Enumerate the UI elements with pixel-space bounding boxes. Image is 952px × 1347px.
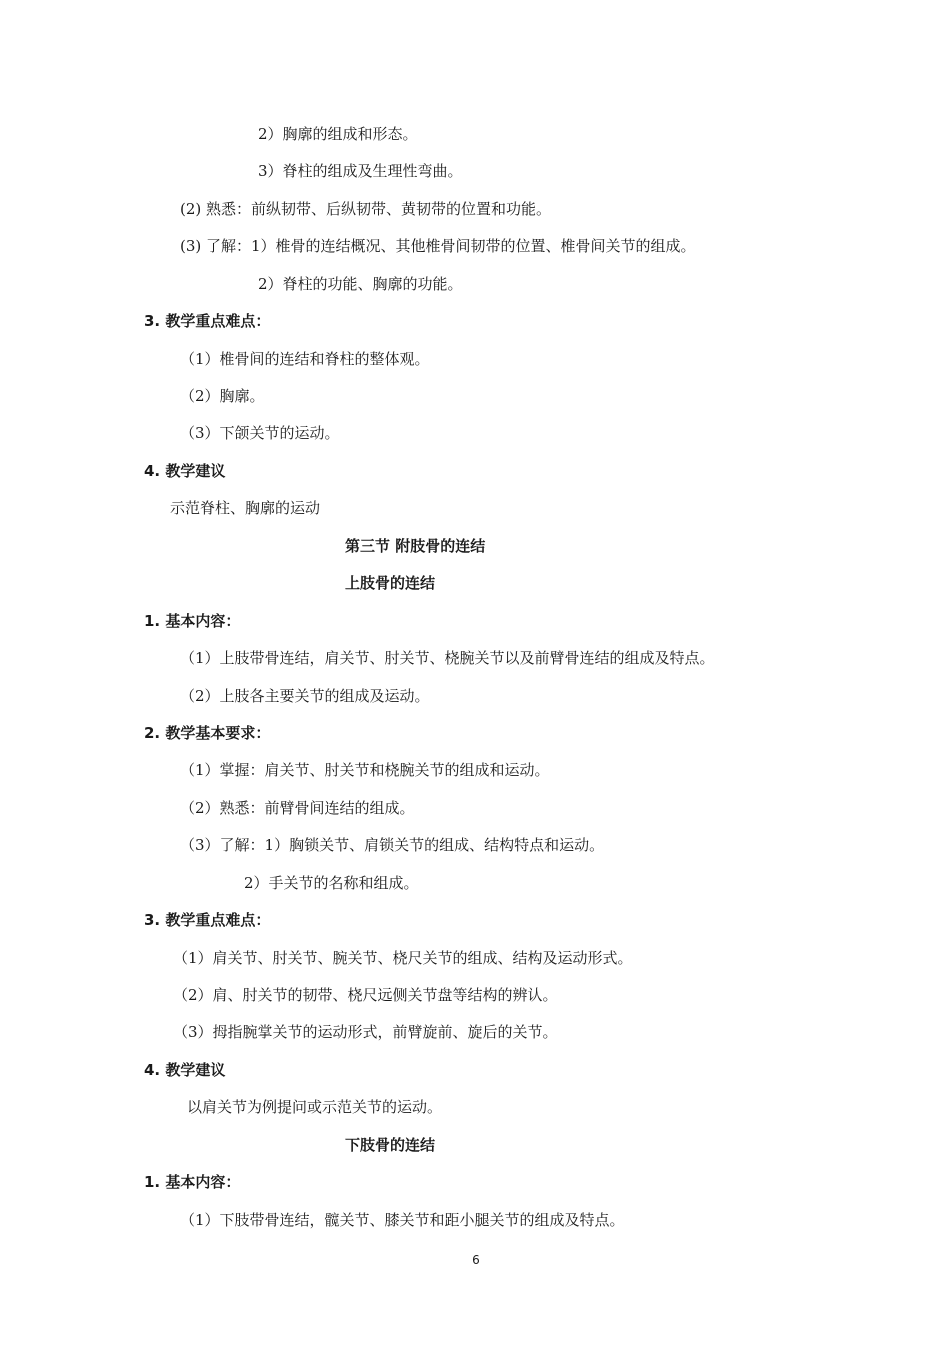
section-heading: 1. 基本内容： bbox=[144, 1173, 241, 1191]
list-item: （1）上肢带骨连结，肩关节、肘关节、桡腕关节以及前臂骨连结的组成及特点。 bbox=[180, 649, 715, 667]
list-item: 2）脊柱的功能、胸廓的功能。 bbox=[258, 275, 463, 293]
section-heading: 2. 教学基本要求： bbox=[144, 724, 271, 742]
list-item: 3）脊柱的组成及生理性弯曲。 bbox=[258, 162, 463, 180]
list-item: （2）上肢各主要关节的组成及运动。 bbox=[180, 687, 430, 705]
section-heading: 1. 基本内容： bbox=[144, 612, 241, 630]
list-item: （1）下肢带骨连结，髋关节、膝关节和距小腿关节的组成及特点。 bbox=[180, 1211, 625, 1229]
subsection-title: 下肢骨的连结 bbox=[345, 1136, 436, 1154]
list-item: （1）掌握：肩关节、肘关节和桡腕关节的组成和运动。 bbox=[180, 761, 550, 779]
page-number: 6 bbox=[472, 1253, 480, 1267]
list-item: (3) 了解：1）椎骨的连结概况、其他椎骨间韧带的位置、椎骨间关节的组成。 bbox=[180, 237, 696, 255]
list-item: （2）胸廓。 bbox=[180, 387, 265, 405]
chapter-title: 第三节 附肢骨的连结 bbox=[345, 537, 486, 555]
paragraph: 示范脊柱、胸廓的运动 bbox=[170, 499, 321, 517]
section-heading: 4. 教学建议 bbox=[144, 462, 226, 480]
list-item: （3）下颌关节的运动。 bbox=[180, 424, 340, 442]
list-item: （2）熟悉：前臂骨间连结的组成。 bbox=[180, 799, 415, 817]
subsection-title: 上肢骨的连结 bbox=[345, 574, 436, 592]
list-item: (2) 熟悉：前纵韧带、后纵韧带、黄韧带的位置和功能。 bbox=[180, 200, 552, 218]
list-item: （3）拇指腕掌关节的运动形式，前臂旋前、旋后的关节。 bbox=[173, 1023, 558, 1041]
section-heading: 3. 教学重点难点： bbox=[144, 911, 271, 929]
list-item: 2）胸廓的组成和形态。 bbox=[258, 125, 418, 143]
list-item: （1）椎骨间的连结和脊柱的整体观。 bbox=[180, 350, 430, 368]
list-item: （2）肩、肘关节的韧带、桡尺远侧关节盘等结构的辨认。 bbox=[173, 986, 558, 1004]
list-item: （1）肩关节、肘关节、腕关节、桡尺关节的组成、结构及运动形式。 bbox=[173, 949, 633, 967]
paragraph: 以肩关节为例提问或示范关节的运动。 bbox=[187, 1098, 443, 1116]
list-item: 2）手关节的名称和组成。 bbox=[244, 874, 419, 892]
section-heading: 4. 教学建议 bbox=[144, 1061, 226, 1079]
list-item: （3）了解：1）胸锁关节、肩锁关节的组成、结构特点和运动。 bbox=[180, 836, 605, 854]
section-heading: 3. 教学重点难点： bbox=[144, 312, 271, 330]
